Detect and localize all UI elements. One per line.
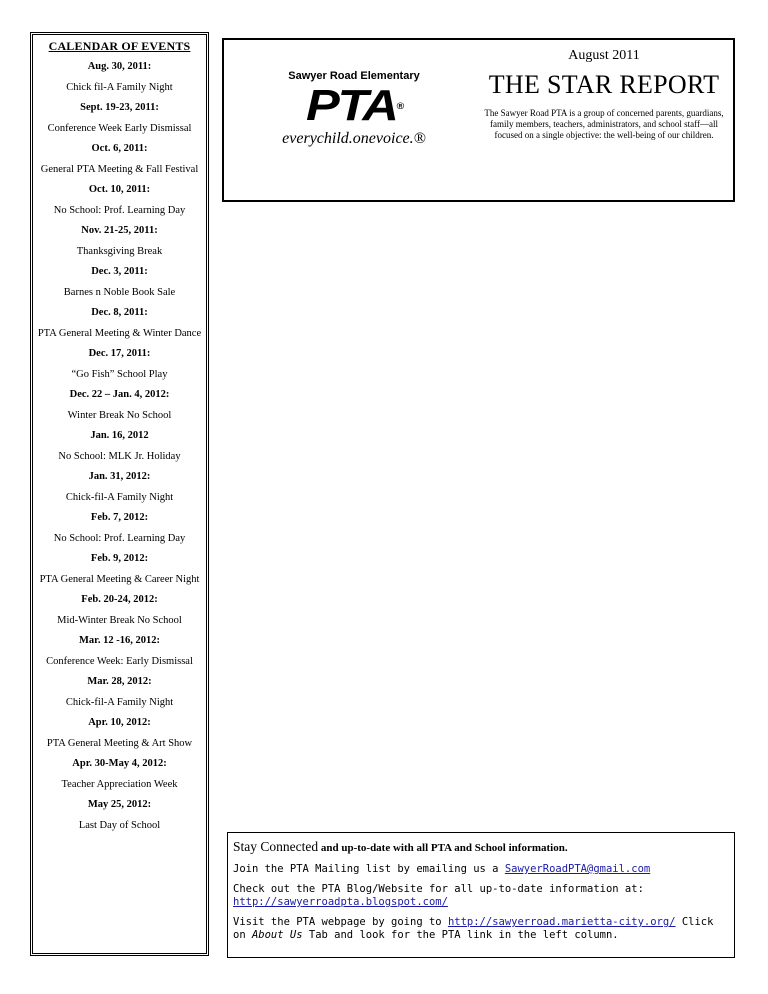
calendar-entry xyxy=(33,388,206,422)
calendar-entry-date: Aug. 30, 2011: xyxy=(87,61,152,72)
calendar-entry-event: No School: MLK Jr. Holiday xyxy=(58,451,181,462)
calendar-entry-event: Barnes n Noble Book Sale xyxy=(63,287,176,298)
calendar-entry xyxy=(33,470,206,504)
calendar-entry xyxy=(33,634,206,668)
calendar-entry-date: Apr. 30-May 4, 2012: xyxy=(72,758,167,769)
connect-heading: Stay Connected and up-to-date with all PTA and School information. xyxy=(233,839,568,854)
header-text xyxy=(479,46,729,141)
calendar-entry xyxy=(33,224,206,258)
calendar-entry xyxy=(33,593,206,627)
calendar-entry-event: Teacher Appreciation Week xyxy=(61,779,178,790)
calendar-entry-event: General PTA Meeting & Fall Festival xyxy=(40,164,199,175)
calendar-entry-date: Apr. 10, 2012: xyxy=(88,717,151,728)
calendar-entry-event: No School: Prof. Learning Day xyxy=(53,533,186,544)
stay-connected-box xyxy=(227,832,735,958)
calendar-entry-date: Dec. 17, 2011: xyxy=(88,348,151,359)
calendar-entry-event: Chick-fil-A Family Night xyxy=(65,697,174,708)
logo-tagline: everychild.onevoice.® xyxy=(282,130,426,147)
blog-text: Check out the PTA Blog/Website for all up-to-date information at: http://sawyerroadpta.blogspot.com/ xyxy=(233,883,644,908)
calendar-entry xyxy=(33,716,206,750)
calendar-entry-event: Conference Week Early Dismissal xyxy=(47,123,192,134)
webpage-link[interactable]: http://sawyerroad.marietta-city.org/ xyxy=(447,916,676,928)
calendar-entry xyxy=(33,306,206,340)
calendar-entry xyxy=(33,552,206,586)
mission-statement: The Sawyer Road PTA is a group of concerned parents, guardians, family members, teachers, administrators, and school staff—all focused on a single objective: the well-being of our children. xyxy=(484,108,724,140)
calendar-entry-event: “Go Fish” School Play xyxy=(71,369,168,380)
calendar-entry-event: Winter Break No School xyxy=(67,410,172,421)
calendar-entry-event: Conference Week: Early Dismissal xyxy=(46,656,193,667)
calendar-entry-date: Oct. 10, 2011: xyxy=(88,184,151,195)
calendar-entry-date: Mar. 28, 2012: xyxy=(87,676,152,687)
calendar-entry-date: Feb. 7, 2012: xyxy=(90,512,149,523)
mailing-list-text: Join the PTA Mailing list by emailing us a SawyerRoadPTA@gmail.com xyxy=(233,863,651,875)
calendar-entry-date: Jan. 31, 2012: xyxy=(88,471,151,482)
calendar-entry-date: Oct. 6, 2011: xyxy=(91,143,148,154)
calendar-entry xyxy=(33,511,206,545)
calendar-entry-event: Last Day of School xyxy=(78,820,161,831)
calendar-entry-event: No School: Prof. Learning Day xyxy=(53,205,186,216)
newsletter-header xyxy=(222,38,735,202)
calendar-entry-event: PTA General Meeting & Art Show xyxy=(46,738,193,749)
calendar-entry-event: Chick-fil-A Family Night xyxy=(65,492,174,503)
calendar-entry xyxy=(33,347,206,381)
calendar-list xyxy=(33,60,206,832)
calendar-entry xyxy=(33,142,206,176)
calendar-entry-event: PTA General Meeting & Career Night xyxy=(39,574,200,585)
calendar-entry-date: Dec. 3, 2011: xyxy=(91,266,148,277)
calendar-entry-date: Feb. 20-24, 2012: xyxy=(81,594,158,605)
logo-school-name: Sawyer Road Elementary xyxy=(288,70,420,82)
calendar-entry-date: Feb. 9, 2012: xyxy=(90,553,149,564)
newsletter-title: THE STAR REPORT xyxy=(488,70,720,99)
calendar-entry-date: Nov. 21-25, 2011: xyxy=(81,225,158,236)
calendar-entry xyxy=(33,60,206,94)
calendar-entry-date: Mar. 12 -16, 2012: xyxy=(79,635,160,646)
calendar-entry xyxy=(33,757,206,791)
calendar-entry-event: PTA General Meeting & Winter Dance xyxy=(37,328,202,339)
logo-pta-mark: PTA® xyxy=(306,81,402,130)
calendar-entry-date: Dec. 8, 2011: xyxy=(91,307,148,318)
calendar-entry-date: Sept. 19-23, 2011: xyxy=(80,102,159,113)
calendar-entry-event: Thanksgiving Break xyxy=(76,246,163,257)
webpage-text: Visit the PTA webpage by going to http://sawyerroad.marietta-city.org/ Click on About Us Tab and look for the PTA link in the left column. xyxy=(233,916,714,941)
calendar-entry xyxy=(33,429,206,463)
calendar-entry-event: Mid-Winter Break No School xyxy=(57,615,182,626)
calendar-entry xyxy=(33,101,206,135)
calendar-title: CALENDAR OF EVENTS xyxy=(48,39,191,53)
calendar-entry-date: May 25, 2012: xyxy=(87,799,152,810)
calendar-entry-date: Jan. 16, 2012 xyxy=(90,430,149,441)
calendar-entry xyxy=(33,183,206,217)
calendar-of-events xyxy=(30,32,209,956)
calendar-entry-event: Chick fil-A Family Night xyxy=(66,82,173,93)
pta-logo xyxy=(264,70,444,170)
issue-date: August 2011 xyxy=(568,48,640,63)
calendar-entry xyxy=(33,265,206,299)
calendar-entry xyxy=(33,798,206,832)
calendar-entry-date: Dec. 22 – Jan. 4, 2012: xyxy=(69,389,170,400)
email-link[interactable]: SawyerRoadPTA@gmail.com xyxy=(504,863,651,875)
blog-link[interactable]: http://sawyerroadpta.blogspot.com/ xyxy=(233,896,448,908)
calendar-entry xyxy=(33,675,206,709)
